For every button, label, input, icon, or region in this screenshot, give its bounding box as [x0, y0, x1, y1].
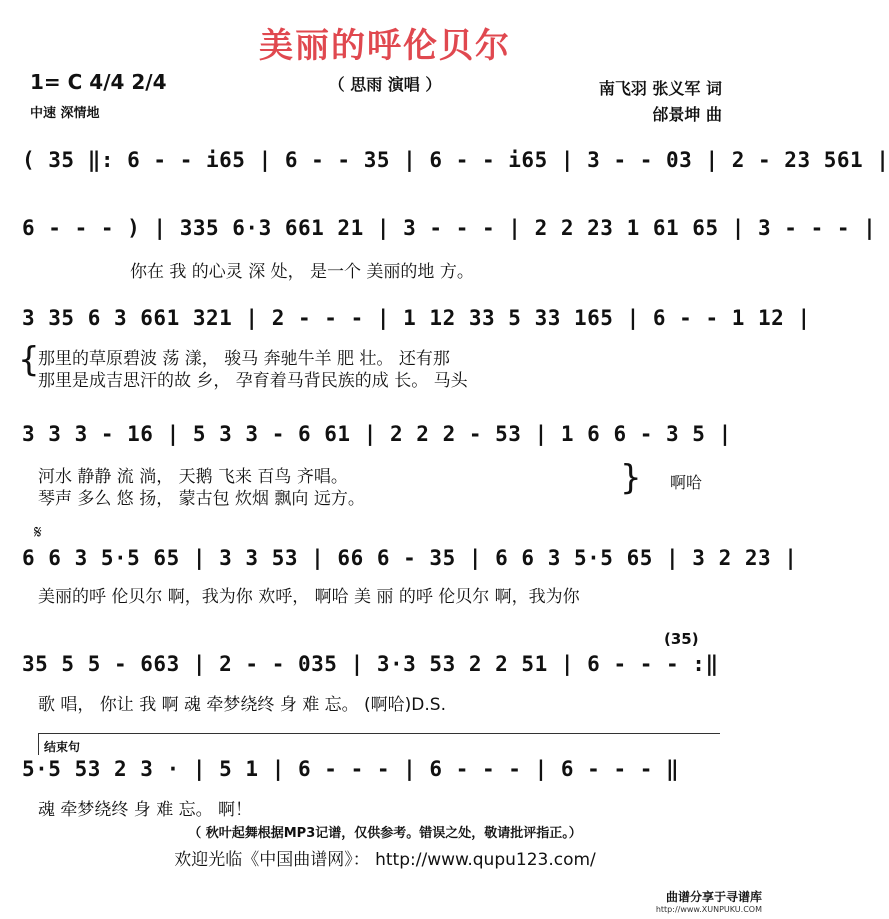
- lyric-line-3-verse-1: 那里的草原碧波 荡 漾， 骏马 奔驰牛羊 肥 壮。 还有那: [38, 349, 450, 369]
- score-line-7: 5·5 53 2 3 · | 5 1 | 6 - - - | 6 - - - | 6 - - - ‖: [22, 757, 680, 781]
- share-badge-url: http://www.XUNPUKU.COM: [655, 905, 762, 914]
- verse-brace-close: }: [620, 458, 642, 498]
- score-line-3: 3 35 6 3 661 321 | 2 - - - | 1 12 33 5 33 165 | 6 - - 1 12 |: [22, 306, 811, 330]
- score-line-1: ( 35 ‖: 6 - - i65 | 6 - - 35 | 6 - - i65 | 3 - - 03 | 2 - 23 561 |: [22, 148, 889, 172]
- lyric-line-4-verse-1: 河水 静静 流 淌， 天鹅 飞来 百鸟 齐唱。: [38, 467, 348, 487]
- singer-credit: （ 思雨 演唱 ）: [328, 75, 442, 94]
- lyric-line-7: 魂 牵梦绕终 身 难 忘。 啊！: [38, 800, 253, 820]
- lyric-line-2: 你在 我 的心灵 深 处， 是一个 美丽的地 方。: [130, 262, 474, 282]
- score-line-5: 6 6 3 5·5 65 | 3 3 53 | 66 6 - 35 | 6 6 3 5·5 65 | 3 2 23 |: [22, 546, 798, 570]
- key-signature: 1= C 4/4 2/4: [30, 70, 167, 94]
- ending-label: 结束句: [44, 740, 81, 754]
- lyric-line-4-verse-2: 琴声 多么 悠 扬， 蒙古包 炊烟 飘向 远方。: [38, 489, 365, 509]
- tempo-marking: 中速 深情地: [30, 106, 100, 121]
- lyricist-credit: 南飞羽 张义军 词: [598, 79, 722, 98]
- lyric-line-6: 歌 唱， 你让 我 啊 魂 牵梦绕终 身 难 忘。 (啊哈)D.S.: [38, 695, 446, 715]
- page-title: 美丽的呼伦贝尔: [259, 26, 511, 66]
- lyric-line-3-verse-2: 那里是成吉思汗的故 乡， 孕育着马背民族的成 长。 马头: [38, 371, 468, 391]
- lyric-line-5: 美丽的呼 伦贝尔 啊，我为你 欢呼， 啊哈 美 丽 的呼 伦贝尔 啊，我为你: [38, 587, 580, 607]
- segno-icon: 𝄋: [34, 522, 42, 543]
- composer-credit: 邰景坤 曲: [652, 105, 722, 124]
- repeat-pickup: (35): [664, 630, 699, 648]
- score-line-4: 3 3 3 - 16 | 5 3 3 - 6 61 | 2 2 2 - 53 | 1 6 6 - 3 5 |: [22, 422, 732, 446]
- verse-brace-open: {: [18, 340, 40, 380]
- score-line-6: 35 5 5 - 663 | 2 - - 035 | 3·3 53 2 2 51 | 6 - - - :‖: [22, 652, 719, 676]
- welcome-text: 欢迎光临《中国曲谱网》： http://www.qupu123.com/: [174, 850, 596, 870]
- ending-bracket: [38, 733, 720, 734]
- lyric-aha: 啊哈: [670, 473, 703, 492]
- ending-bracket-tick: [38, 733, 39, 755]
- score-line-2: 6 - - - ) | 335 6·3 661 21 | 3 - - - | 2 2 23 1 61 65 | 3 - - - |: [22, 216, 877, 240]
- share-badge: 曲谱分享于寻谱库: [665, 890, 762, 904]
- transcription-note: （ 秋叶起舞根据MP3记谱，仅供参考。错误之处，敬请批评指正。）: [188, 826, 582, 841]
